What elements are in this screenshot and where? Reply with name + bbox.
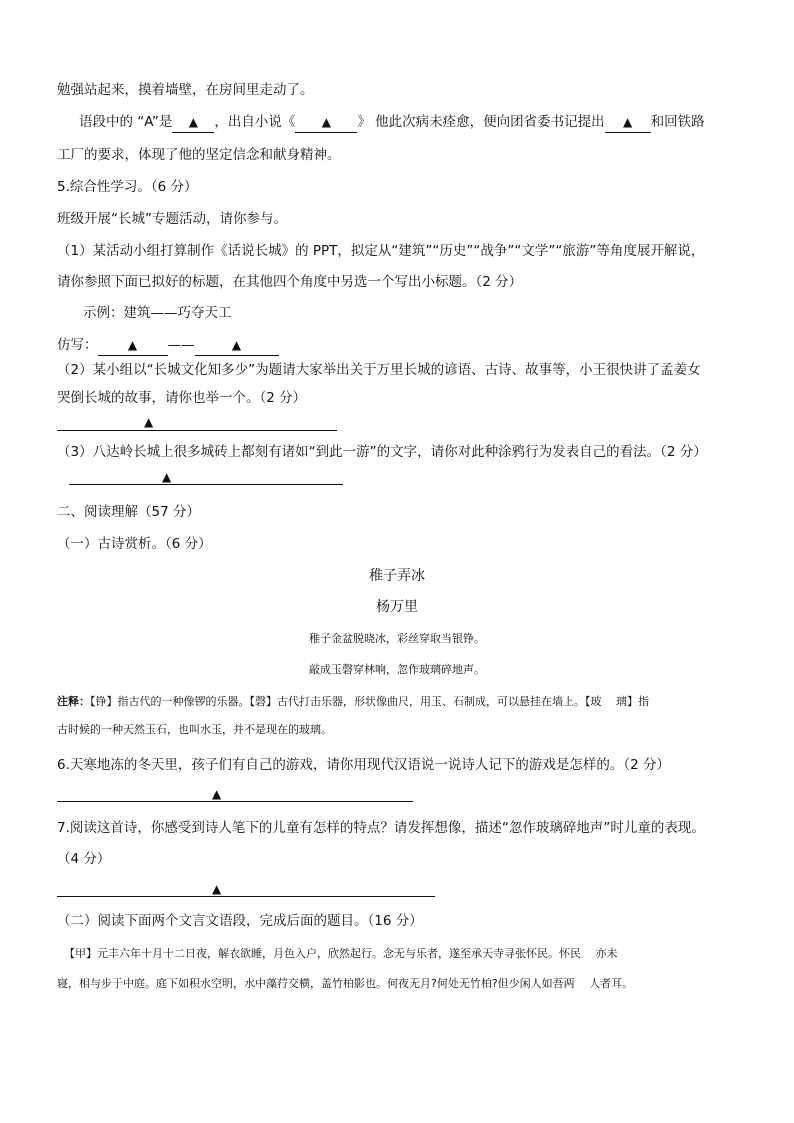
annotation-text: 【铮】指古代的一种像锣的乐器。【磬】古代打击乐器，形状像曲尺，用玉、石制成，可以悬挂在墙上。【玻 璃】指 [90,695,649,708]
poem-line: 稚子金盆脱晓冰，彩丝穿取当银铮。 [309,632,485,645]
sub-question: （2）某小组以“长城文化知多少”为题请大家举出关于万里长城的谚语、古诗、故事等，小王很快讲了孟姜女 [57,362,701,378]
annotation-line: 古时候的一种天然玉石，也叫水玉，并不是现在的玻璃。 [57,723,332,736]
triangle-marker-icon: ▲ [188,115,198,129]
poem-author: 杨万里 [376,599,418,615]
sub-question: （3）八达岭长城上很多城砖上都刻有诸如“到此一游”的文字，请你对此种涂鸦行为发表自己的看法。（2 分） [57,444,707,460]
fill-in-question [79,112,705,133]
classical-text-line: 【甲】元丰六年十月十二日夜，解衣欲睡，月色入户，欣然起行。念无与乐者，遂至承天寺寻张怀民。怀民 亦未 [64,947,618,960]
text-line: 勉强站起来，摸着墙壁，在房间里走动了。 [57,82,314,98]
answer-blank[interactable] [172,112,214,133]
answer-line[interactable] [57,896,435,897]
poem-line: 敲成玉磬穿林响，忽作玻璃碎地声。 [309,663,485,676]
question-text: （4 分） [57,851,111,867]
question-text: 和回铁路 [650,114,705,130]
triangle-marker-icon: ▲ [212,787,222,801]
triangle-marker-icon: ▲ [127,338,138,352]
imitation-label: 仿写： [57,337,98,353]
annotation-line [57,692,649,712]
question-heading: 5.综合性学习。（6 分） [57,179,198,195]
example-line: 示例：建筑——巧夺天工 [83,305,232,321]
question-text: ，出自小说《 [214,114,296,130]
subsection-heading: （一）古诗赏析。（6 分） [57,536,212,552]
triangle-marker-icon: ▲ [212,882,222,896]
sub-question: 请你参照下面已拟好的标题，在其他四个角度中另选一个写出小标题。（2 分） [57,274,523,290]
sub-question: （1）某活动小组打算制作《话说长城》的 PPT，拟定从“建筑”“历史”“战争”“文学”“旅游”等角度展开解说， [57,243,705,259]
sub-question: 哭倒长城的故事，请你也举一个。（2 分） [57,390,307,406]
triangle-marker-icon: ▲ [231,338,242,352]
answer-blank[interactable] [605,112,651,133]
text-line: 班级开展“长城”专题活动，请你参与。 [57,211,287,227]
question-text: 语段中的 “A”是 [79,114,173,130]
triangle-marker-icon: ▲ [162,470,172,484]
subsection-heading: （二）阅读下面两个文言文语段，完成后面的题目。（16 分） [57,913,423,929]
answer-line[interactable] [57,430,337,431]
answer-blank[interactable] [195,335,279,356]
annotation-label: 注释： [57,695,90,708]
question-text: 7.阅读这首诗，你感受到诗人笔下的儿童有怎样的特点？请发挥想像，描述“忽作玻璃碎地声”时儿童的表现。 [57,820,705,836]
section-heading: 二、阅读理解（57 分） [57,504,200,520]
question-text: 6.天寒地冻的冬天里，孩子们有自己的游戏，请你用现代汉语说一说诗人记下的游戏是怎样的。（2 分） [57,757,671,773]
dash-separator: —— [167,337,195,353]
answer-blank[interactable] [295,112,357,133]
answer-blank[interactable] [98,335,168,356]
triangle-marker-icon: ▲ [321,115,331,129]
triangle-marker-icon: ▲ [623,115,633,129]
classical-text-line: 寝，相与步于中庭。庭下如积水空明，水中藻荇交横，盖竹柏影也。何夜无月?何处无竹柏?但少闲人如吾两 人者耳。 [57,977,634,990]
imitation-line [57,335,279,356]
poem-title: 稚子弄冰 [369,568,425,584]
text-line: 工厂的要求，体现了他的坚定信念和献身精神。 [57,147,341,163]
triangle-marker-icon: ▲ [144,415,154,429]
answer-line[interactable] [69,484,343,485]
question-text: 》 他此次病未痊愈，便向团省委书记提出 [357,114,605,130]
answer-line[interactable] [57,801,413,802]
